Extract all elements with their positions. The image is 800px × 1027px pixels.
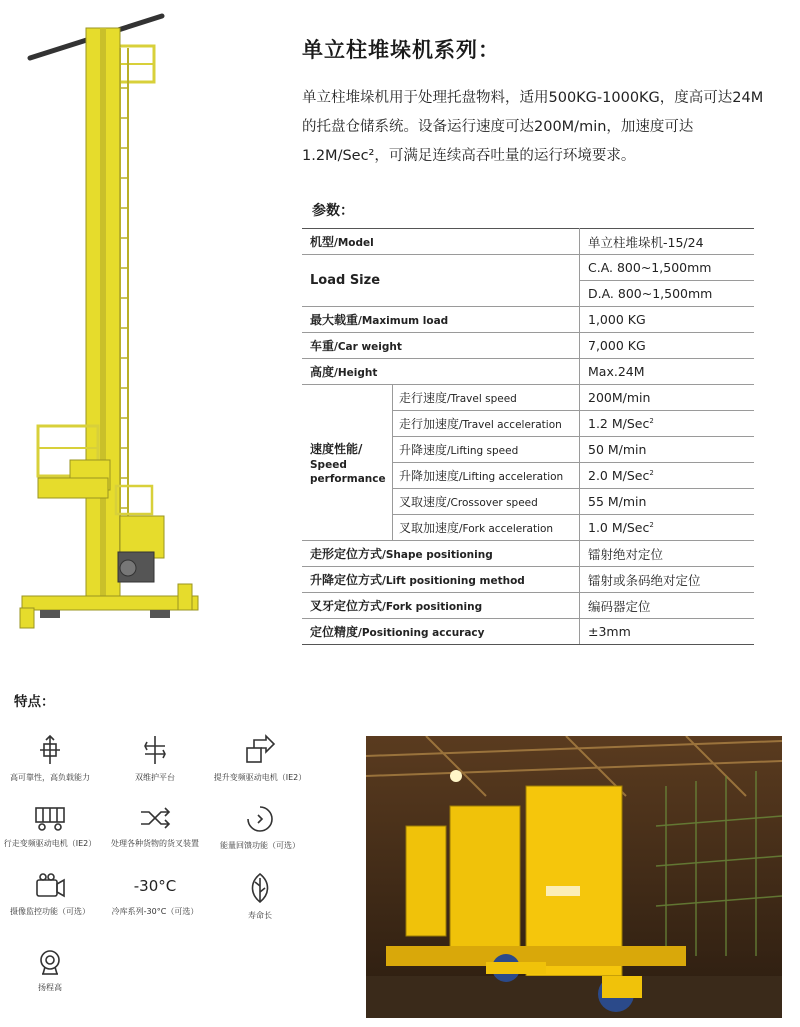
- feature-item: 行走变频驱动电机（IE2）: [0, 804, 100, 849]
- height-label: 高度/Height: [302, 359, 580, 385]
- feature-item: 寿命长: [210, 872, 310, 921]
- fork-positioning-value: 编码器定位: [580, 593, 755, 619]
- speed-sub-label: 叉取速度/Crossover speed: [393, 489, 580, 515]
- feature-item: 提升变频驱动电机（IE2）: [210, 734, 310, 783]
- page-title: 单立柱堆垛机系列：: [302, 38, 500, 62]
- height-value: Max.24M: [580, 359, 755, 385]
- load-size-label: Load Size: [302, 255, 580, 307]
- load-size-ca-value: C.A. 800~1,500mm: [580, 255, 755, 281]
- table-row-max-load: [302, 307, 754, 333]
- feature-item: 处理各种货物的货叉装置: [105, 804, 205, 849]
- speed-value: 200M/min: [580, 385, 755, 411]
- speed-sub-label: 升降加速度/Lifting acceleration: [393, 463, 580, 489]
- intro-paragraph: 单立柱堆垛机用于处理托盘物料，适用500KG-1000KG，度高可达24M的托盘仓储系统。设备运行速度可达200M/min，加速度可达1.2M/Sec²，可满足连续高吞吐量的运行环境要求。: [302, 90, 764, 164]
- lift-positioning-label: 升降定位方式/Lift positioning method: [302, 567, 580, 593]
- warehouse-photo: [366, 736, 782, 1018]
- features-heading: 特点：: [14, 694, 55, 710]
- table-row-shape-positioning: [302, 541, 754, 567]
- feature-item: -30°C 冷库系列-30°C（可选）: [105, 872, 205, 917]
- table-row-accuracy: [302, 619, 754, 645]
- single-mast-stacker-crane-image: [10, 8, 210, 638]
- cold-storage-icon: -30°C: [133, 877, 177, 895]
- speed-sub-label: 走行加速度/Travel acceleration: [393, 411, 580, 437]
- max-load-value: 1,000 KG: [580, 307, 755, 333]
- feature-item: 摄像监控功能（可选）: [0, 872, 100, 917]
- speed-value: 1.2 M/Sec$^2$: [580, 411, 755, 437]
- table-row-car-weight: [302, 333, 754, 359]
- feature-item: 能量回馈功能（可选）: [210, 804, 310, 851]
- table-row-height: [302, 359, 754, 385]
- feature-item: 高可靠性，高负载能力: [0, 734, 100, 783]
- efficiency-icon: [36, 948, 64, 976]
- reliability-icon: [36, 734, 64, 766]
- energy-feedback-icon: [245, 804, 275, 834]
- table-row-lift-positioning: [302, 567, 754, 593]
- load-size-da-value: D.A. 800~1,500mm: [580, 281, 755, 307]
- feature-item: 扬程高: [0, 948, 100, 993]
- speed-value: 2.0 M/Sec$^2$: [580, 463, 755, 489]
- fork-positioning-label: 叉牙定位方式/Fork positioning: [302, 593, 580, 619]
- dual-platform-icon: [141, 734, 169, 766]
- speed-performance-label: 速度性能/ Speed performance: [302, 385, 393, 541]
- spec-table: [302, 228, 754, 645]
- speed-sub-label: 走行速度/Travel speed: [393, 385, 580, 411]
- travel-motor-icon: [33, 804, 67, 832]
- model-label: 机型/Model: [302, 229, 580, 255]
- speed-value: 55 M/min: [580, 489, 755, 515]
- speed-sub-label: 叉取加速度/Fork acceleration: [393, 515, 580, 541]
- table-row-speed: [302, 385, 754, 411]
- shape-positioning-value: 镭射绝对定位: [580, 541, 755, 567]
- table-row-model: [302, 229, 754, 255]
- fork-handling-icon: [139, 804, 171, 832]
- speed-value: 1.0 M/Sec$^2$: [580, 515, 755, 541]
- leaf-icon: [248, 872, 272, 904]
- speed-sub-label: 升降速度/Lifting speed: [393, 437, 580, 463]
- params-heading: 参数：: [312, 203, 354, 219]
- accuracy-label: 定位精度/Positioning accuracy: [302, 619, 580, 645]
- table-row-load-size-ca: [302, 255, 754, 281]
- shape-positioning-label: 走形定位方式/Shape positioning: [302, 541, 580, 567]
- car-weight-label: 车重/Car weight: [302, 333, 580, 359]
- accuracy-value: ±3mm: [580, 619, 755, 645]
- camera-icon: [34, 872, 66, 900]
- speed-value: 50 M/min: [580, 437, 755, 463]
- table-row-fork-positioning: [302, 593, 754, 619]
- max-load-label: 最大载重/Maximum load: [302, 307, 580, 333]
- model-value: 单立柱堆垛机-15/24: [580, 229, 755, 255]
- car-weight-value: 7,000 KG: [580, 333, 755, 359]
- lift-motor-icon: [244, 734, 276, 766]
- lift-positioning-value: 镭射或条码绝对定位: [580, 567, 755, 593]
- feature-item: 双维护平台: [105, 734, 205, 783]
